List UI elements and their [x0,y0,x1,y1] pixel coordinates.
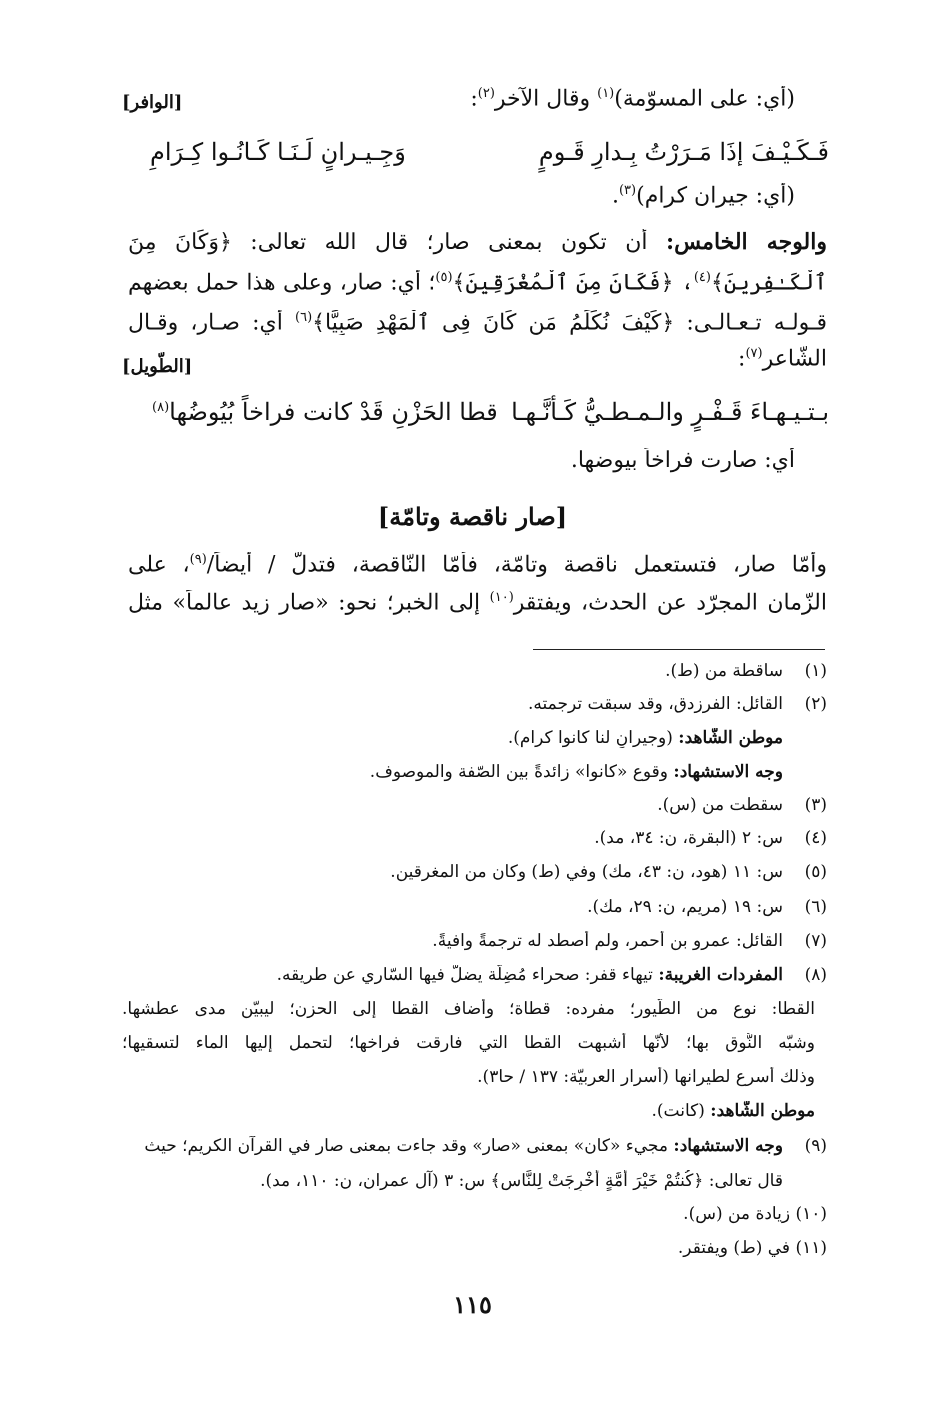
footnote-ref: (٩) [189,552,207,567]
footnote-number: (٧) [804,931,827,951]
footnote-text: تيهاء قفر: صحراء مُضِلّة يضلّ فيها السّاري عن طريقه. [276,965,659,985]
body-line-10 [128,552,827,577]
footnote-number: (٩) [804,1136,827,1156]
footnote-ref: (٨) [152,400,170,415]
footnote-number: (١) [804,661,827,681]
body-line-9: أي: صارت فراخاً بيوضها. [570,448,795,473]
footnote-ref: (٣) [618,183,637,198]
body-line-11 [128,590,827,615]
footnote-8 [122,965,827,985]
text: : [738,346,746,372]
body-line-4 [128,229,827,255]
text: وأمّا صار، فتستعمل ناقصة وتامّة، فأمّا النّاقصة، فتدلُّ / أيضاً/ [206,552,827,578]
footnote-label: وجه الاستشهاد: [673,762,783,782]
verse-2-second-hemistich [152,398,498,426]
text: الشّاعر [762,346,827,372]
footnote-2 [122,694,827,714]
text: أن تكون بمعنى صار؛ قال الله تعالى: ﴿وَكَانَ مِنَ [128,230,666,255]
footnote-label: موطن الشّاهد: [710,1101,815,1121]
footnote-label: وجه الاستشهاد: [673,1136,783,1156]
body-line-3 [128,183,795,208]
footnote-6 [122,897,827,917]
footnote-text: ساقطة من (ط). [665,661,783,681]
text: الزّمان المجرّد عن الحدث، ويفتقر [513,590,827,616]
text: : [470,86,478,112]
footnote-text: القائل: عمرو بن أحمر، ولم أصطد له ترجمةً وافيةً. [432,931,783,951]
body-line-5 [128,270,827,295]
footnote-text: وقوع «كانوا» زائدةً بين الصّفة والموصوف. [369,762,674,782]
footnote-text: القائل: الفرزدق، وقد سبقت ترجمته. [528,694,783,714]
footnote-ref: (٤) [693,270,711,285]
footnote-ref: (٢) [477,86,495,101]
text: قطا الحَزْنِ قَدْ كانت فراخاً بُيُوضُها [169,398,498,426]
text: ، على [128,552,190,578]
footnote-8-line-2: القطا: نوع من الطّيور؛ مفرده: قطاة؛ وأضاف القطا إلى الحزن؛ ليبيّن مدى عطشها. [122,999,815,1019]
footnote-number: (٢) [804,694,827,714]
footnote-10: (١٠) زيادة من (س). [683,1204,827,1224]
footnote-11: (١١) في (ط) ويفتقر. [677,1238,827,1258]
footnote-text: مجيء «كان» بمعنى «صار» وقد جاءت بمعنى صار في القرآن الكريم؛ حيث [144,1136,674,1156]
section-heading: [صار ناقصة وتامّة] [377,502,568,531]
text: إلى الخبر؛ نحو: «صار زيد عالماً» مثل [128,590,490,616]
text: . [611,183,619,209]
body-line-7 [128,346,827,371]
footnote-4 [122,828,827,848]
footnote-ref: (٦) [295,310,313,325]
footnote-text: س: ١٩ (مريم، ن: ٢٩، مك). [587,897,783,917]
footnote-ref: (١) [597,86,615,101]
footnote-8-line-5 [122,1101,815,1121]
text: (أي: جيران كرام) [636,183,795,209]
footnote-ref: (٥) [435,270,453,285]
footnote-text: س: ٢ (البقرة، ن: ٣٤، مد). [594,828,783,848]
footnote-5 [122,862,827,882]
footnote-separator [533,649,825,650]
text: (أي: على المسوّمة) [614,86,795,112]
footnote-text: (كانت). [651,1101,711,1121]
section-label: والوجه الخامس: [666,229,827,255]
meter-label-tawil: [الطّويل] [122,356,193,377]
footnote-7 [122,931,827,951]
footnote-number: (٤) [804,828,827,848]
body-line-1 [128,86,795,111]
text: أي: صـار، وقـال [128,310,295,336]
footnote-9-line-2: قال تعالى: ﴿كُنتُمْ خَيْرَ أُمَّةٍ أُخْرِجَتْ لِلنَّاسِ﴾ س: ٣ (آل عمران، ن: ١١٠، مد). [260,1171,783,1191]
footnote-text: سقطت من (س). [657,795,783,815]
footnote-label: المفردات الغريبة: [658,965,783,985]
body-line-6 [128,310,827,335]
footnote-ref: (١٠) [489,590,514,605]
footnote-label: موطن الشّاهد: [678,728,783,748]
verse-1-first-hemistich: فَـكَـيْـفَ إذَا مَـرَرْتُ بِـدارِ قَـومٍ [538,138,829,166]
footnote-ref: (٧) [745,346,763,361]
quran-quote: ، ﴿فَكَانَ مِنَ ٱلْمُغْرَقِينَ﴾ [452,270,694,296]
footnote-text: (وجيرانٍ لنا كانوا كرام). [507,728,679,748]
footnote-2-line-3 [122,762,827,782]
footnote-number: (٣) [804,795,827,815]
footnote-number: (٨) [804,965,827,985]
footnote-3 [122,795,827,815]
footnote-8-line-3: وشبّه النُّوق بها؛ لأنّها أشبهت القطا التي فارقت فراخها؛ لتحمل إليها الماء لتسقيها؛ [122,1033,815,1053]
quran-quote: ٱلْكَـٰفِرِينَ﴾ [710,270,827,296]
footnote-number: (٦) [804,897,827,917]
footnote-9 [122,1136,827,1156]
text: ؛ أي: صار، وعلى هذا حمل بعضهم [128,270,436,296]
footnote-8-line-4: وذلك أسرع لطيرانها (أسرار العربيّة: ١٣٧ / حا٣). [477,1067,815,1087]
verse-2-first-hemistich: بـتـيـهـاءَ قَـفْـرٍ والـمـطـيُّ كَـأنَّـهـا [511,398,829,426]
footnote-text: س: ١١ (هود، ن: ٤٣، مك) وفي (ط) وكان من المغرقين. [390,862,783,882]
verse-1-second-hemistich: وَجِـيـرانٍ لَـنَـا كَـانُـوا كِـرَامِ [150,138,406,166]
footnote-2-line-2 [122,728,827,748]
text: وقال الآخر [494,86,598,112]
footnote-1 [122,661,827,681]
quran-quote: قـولـه تـعـالـى: ﴿كَيْفَ نُكَلِّمُ مَن كَانَ فِى ٱلْمَهْدِ صَبِيًّا﴾ [312,310,827,336]
meter-label-wafir: [الوافر] [122,92,183,113]
footnote-number: (٥) [804,862,827,882]
page-number: ١١٥ [453,1290,492,1319]
